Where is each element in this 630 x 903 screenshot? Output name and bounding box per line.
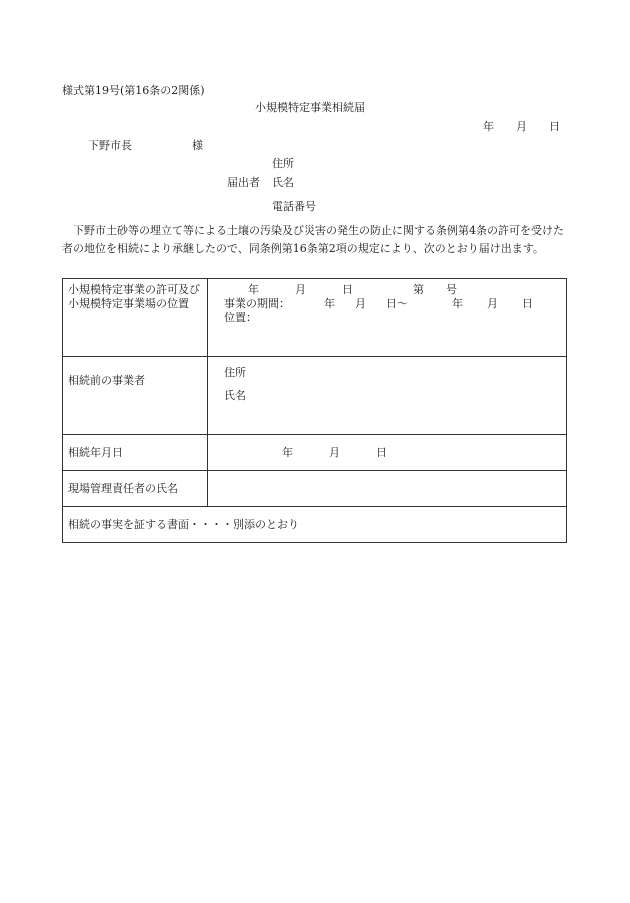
date-year-label: 年 xyxy=(483,120,494,133)
period-end-year: 年 xyxy=(452,297,463,310)
label-proof-document: 相続の事実を証する書面・・・・別添のとおり xyxy=(63,507,567,543)
period-start-year: 年 xyxy=(324,297,335,310)
label-permit-location: 小規模特定事業の許可及び小規模特定事業場の位置 xyxy=(63,279,208,357)
inheritance-month-label: 月 xyxy=(329,445,340,459)
location-label: 位置： xyxy=(224,311,257,324)
permit-year-label: 年 xyxy=(248,283,259,296)
value-site-manager xyxy=(208,471,567,507)
date-month-label: 月 xyxy=(516,120,527,133)
inheritance-day-label: 日 xyxy=(376,445,387,459)
value-previous-operator xyxy=(208,357,567,435)
row-proof-document xyxy=(63,507,567,543)
value-inheritance-date xyxy=(208,435,567,471)
form-number: 様式第19号(第16条の2関係) xyxy=(62,84,205,97)
addressee-name: 下野市長 xyxy=(88,139,132,152)
permit-day-label: 日 xyxy=(342,283,353,296)
period-label: 事業の期間： xyxy=(224,297,290,310)
location-line xyxy=(224,311,550,325)
permit-date-line xyxy=(224,283,550,297)
period-start-month: 月 xyxy=(355,297,366,310)
row-permit-location xyxy=(63,279,567,357)
row-site-manager xyxy=(63,471,567,507)
applicant-address-label: 住所 xyxy=(272,157,294,170)
period-end-day: 日 xyxy=(522,297,533,310)
previous-operator-name-label: 氏名 xyxy=(224,389,246,402)
previous-operator-address-label: 住所 xyxy=(224,366,246,379)
label-inheritance-date: 相続年月日 xyxy=(63,435,208,471)
permit-go-label: 号 xyxy=(446,283,457,296)
date-day-label: 日 xyxy=(549,120,560,133)
permit-dai-label: 第 xyxy=(413,283,424,296)
label-previous-operator: 相続前の事業者 xyxy=(63,357,208,435)
period-start-day: 日～ xyxy=(386,297,408,310)
document-title: 小規模特定事業相続届 xyxy=(255,101,365,114)
addressee-honorific: 様 xyxy=(192,139,203,152)
applicant-name-label: 氏名 xyxy=(272,176,294,189)
applicant-phone-label: 電話番号 xyxy=(272,200,316,213)
row-previous-operator xyxy=(63,357,567,435)
business-period-line xyxy=(224,297,550,311)
notification-body: 下野市土砂等の埋立て等による土壌の汚染及び災害の発生の防止に関する条例第4条の許可を受けた者の地位を相続により承継したので、同条例第16条第2項の規定により、次のとおり届け出ます。 xyxy=(62,224,564,255)
notification-form-table xyxy=(62,278,567,543)
label-site-manager: 現場管理責任者の氏名 xyxy=(63,471,208,507)
inheritance-year-label: 年 xyxy=(282,445,293,459)
period-end-month: 月 xyxy=(487,297,498,310)
value-permit-location xyxy=(208,279,567,357)
applicant-role-label: 届出者 xyxy=(227,176,260,189)
permit-month-label: 月 xyxy=(295,283,306,296)
row-inheritance-date xyxy=(63,435,567,471)
submission-date xyxy=(483,120,560,134)
